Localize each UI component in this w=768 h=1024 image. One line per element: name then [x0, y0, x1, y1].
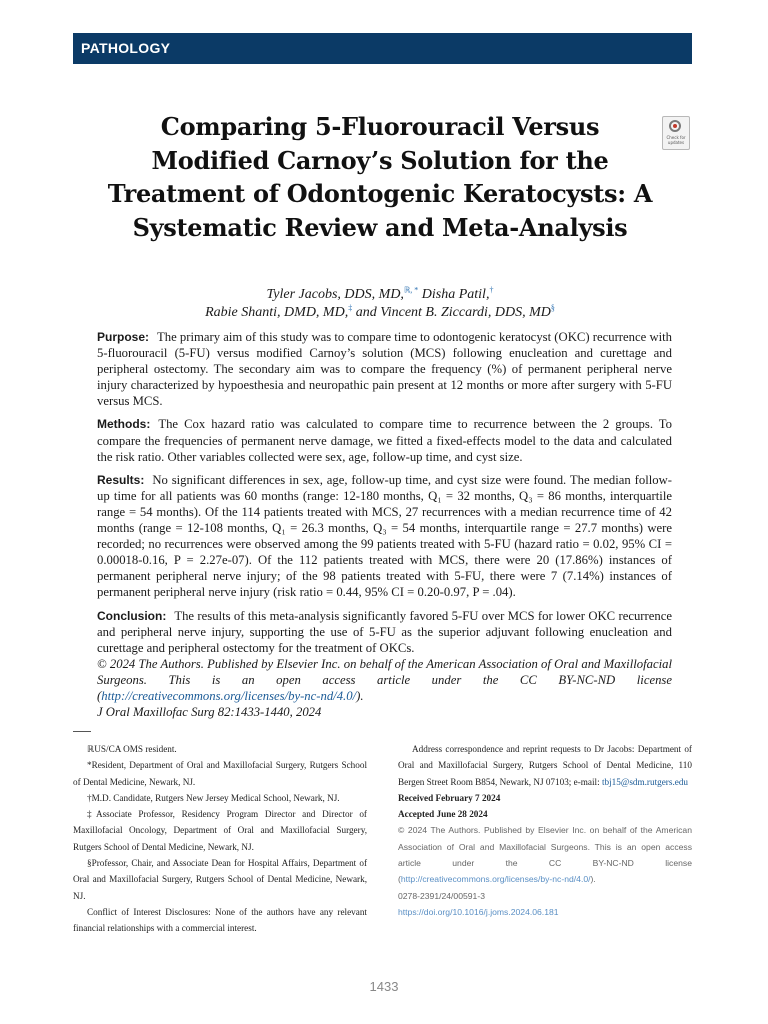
author-list — [100, 286, 660, 322]
author-patil: Disha Patil, — [421, 287, 490, 302]
author-conjunction: and — [355, 305, 377, 320]
correspondence-text: Address correspondence and reprint requests to Dr Jacobs: Department of Oral and Maxillofacial Surgery, Rutgers School of Dental Medicine, 110 Bergen Street Room B854, Newark, NJ 07103; e-mail: — [398, 744, 692, 787]
footnotes-right-column — [398, 741, 692, 920]
copyright-license-link[interactable]: http://creativecommons.org/licenses/by-nc-nd/4.0/ — [400, 874, 591, 885]
doi-link[interactable]: https://doi.org/10.1016/j.joms.2024.06.181 — [398, 906, 559, 917]
author-jacobs: Tyler Jacobs, DDS, MD, — [266, 287, 404, 302]
check-for-updates-badge[interactable] — [662, 116, 690, 150]
copyright-notice — [398, 822, 692, 887]
license-text: © 2024 The Authors. Published by Elsevier Inc. on behalf of the American Association of Oral and Maxillofacial Surgeons. This is an open access article under the CC BY-NC-ND license ( — [97, 656, 672, 703]
abstract-conclusion — [97, 608, 672, 656]
footnote-resident-ship: ℝUS/CA OMS resident. — [87, 744, 177, 754]
methods-text: The Cox hazard ratio was calculated to compare time to recurrence between the 2 groups. To compare the frequencies of permanent nerve damage, we fitted a fixed-effects model to the data and calculated the risk ratio. Other variables collected were sex, age, follow-up time, and cyst size. — [97, 417, 672, 464]
author-line-2 — [100, 304, 660, 322]
purpose-label: Purpose: — [97, 330, 150, 344]
footnote-affiliation-ziccardi: §Professor, Chair, and Associate Dean for Hospital Affairs, Department of Oral and Maxillofacial Surgery, Rutgers School of Dental Medicine, Newark, NJ. — [73, 858, 367, 901]
page-number: 1433 — [369, 979, 399, 994]
copyright-text: © 2024 The Authors. Published by Elsevier Inc. on behalf of the American Association of Oral and Maxillofacial Surgeons. This is an open access article under the CC BY-NC-ND license ( — [398, 825, 692, 885]
license-statement — [97, 656, 672, 704]
methods-label: Methods: — [97, 417, 151, 432]
conclusion-label: Conclusion: — [97, 608, 167, 623]
results-text: No significant differences in sex, age, follow-up time, and cyst size were found. The median follow-up time for all patients was 60 months (range: 12-180 months, Q₁ = 32 months, Q₃ = 86 months, interquartile range = 54 months). Of the 114 patients treated with MCS, 27 recurrences with a median recurrence time of 42 months (range = 12-108 months, Q₁ = 26.3 months, Q₃ = 54 months, interquartile range = 27.7 months) were recorded; no recurrences were observed among the 99 patients treated with 5-FU (hazard ratio = 0.02, 95% CI = 0.00018-0.16, P = 2.27e-07). Of the 112 patients treated with MCS, there were 20 (17.86%) instances of permanent peripheral nerve injury; of the 98 patients treated with 5-FU, there were 7 (7.14%) instances of permanent peripheral nerve injury (risk ratio = 0.44, 95% CI = 0.20-0.97, P = .04). — [97, 472, 672, 600]
correspondence-email-link[interactable]: tbj15@sdm.rutgers.edu — [601, 776, 689, 787]
crossmark-icon — [669, 120, 681, 132]
correspondence-address — [398, 741, 692, 790]
results-label: Results: — [97, 472, 145, 487]
abstract-methods — [97, 416, 672, 464]
footnote-affiliation-shanti: ‡Associate Professor, Residency Program Director and Director of Maxillofacial Oncology, Department of Oral and Maxillofacial Surgery, Rutgers School of Dental Medicine, Newark, NJ. — [73, 809, 367, 852]
copyright-text-end: ). — [590, 874, 596, 885]
conclusion-text: The results of this meta-analysis significantly favored 5-FU over MCS for lower OKC recurrence and peripheral nerve injury, supporting the use of 5-FU as the superior adjuvant following enucleation and curettage and peripheral ostectomy for the treatment of OKCs. — [97, 608, 672, 655]
affiliation-marker[interactable]: ℝ, * — [403, 285, 419, 295]
abstract — [97, 329, 672, 720]
affiliation-marker[interactable]: † — [489, 285, 494, 295]
doi-paragraph — [398, 904, 692, 920]
affiliation-marker[interactable]: § — [550, 303, 555, 313]
abstract-results — [97, 472, 672, 601]
check-for-updates-label: Check for updates — [666, 135, 686, 145]
received-date: Received February 7 2024 — [398, 792, 501, 803]
license-text-end: ). — [356, 688, 364, 703]
footnote-affiliation-patil: †M.D. Candidate, Rutgers New Jersey Medical School, Newark, NJ. — [87, 792, 340, 803]
author-shanti: Rabie Shanti, DMD, MD, — [205, 305, 349, 320]
section-banner — [73, 33, 692, 64]
article-title: Comparing 5-Fluorouracil Versus Modified Carnoy’s Solution for the Treatment of Odontogenic Keratocysts: A Systematic Review and Meta-Analysis — [107, 112, 653, 242]
author-line-1 — [100, 286, 660, 304]
footnote-conflict-of-interest: Conflict of Interest Disclosures: None of the authors have any relevant financial relationships with a commercial interest. — [73, 906, 367, 934]
accepted-date: Accepted June 28 2024 — [398, 809, 488, 820]
purpose-text: The primary aim of this study was to compare time to odontogenic keratocyst (OKC) recurrence with 5-fluorouracil (5-FU) versus modified Carnoy’s solution (MCS) following enucleation and curettage and peripheral ostectomy. The secondary aim was to compare the frequency (%) of permanent peripheral nerve injury characterized by hypoesthesia and neuropathic pain present at 12 months or more after surgery with 5-FU versus MCS. — [97, 330, 672, 409]
abstract-purpose — [97, 329, 672, 409]
license-link[interactable]: http://creativecommons.org/licenses/by-nc-nd/4.0/ — [101, 688, 357, 703]
section-label: PATHOLOGY — [81, 40, 171, 56]
footnote-rule — [73, 731, 91, 732]
author-ziccardi: Vincent B. Ziccardi, DDS, MD — [380, 305, 551, 320]
footnote-affiliation-jacobs: *Resident, Department of Oral and Maxillofacial Surgery, Rutgers School of Dental Medicine, Newark, NJ. — [73, 760, 367, 787]
affiliation-marker[interactable]: ‡ — [348, 303, 353, 313]
footnotes-left-column — [73, 741, 367, 937]
issn-code: 0278-2391/24/00591-3 — [398, 890, 485, 901]
journal-citation: J Oral Maxillofac Surg 82:1433-1440, 2024 — [97, 705, 322, 720]
